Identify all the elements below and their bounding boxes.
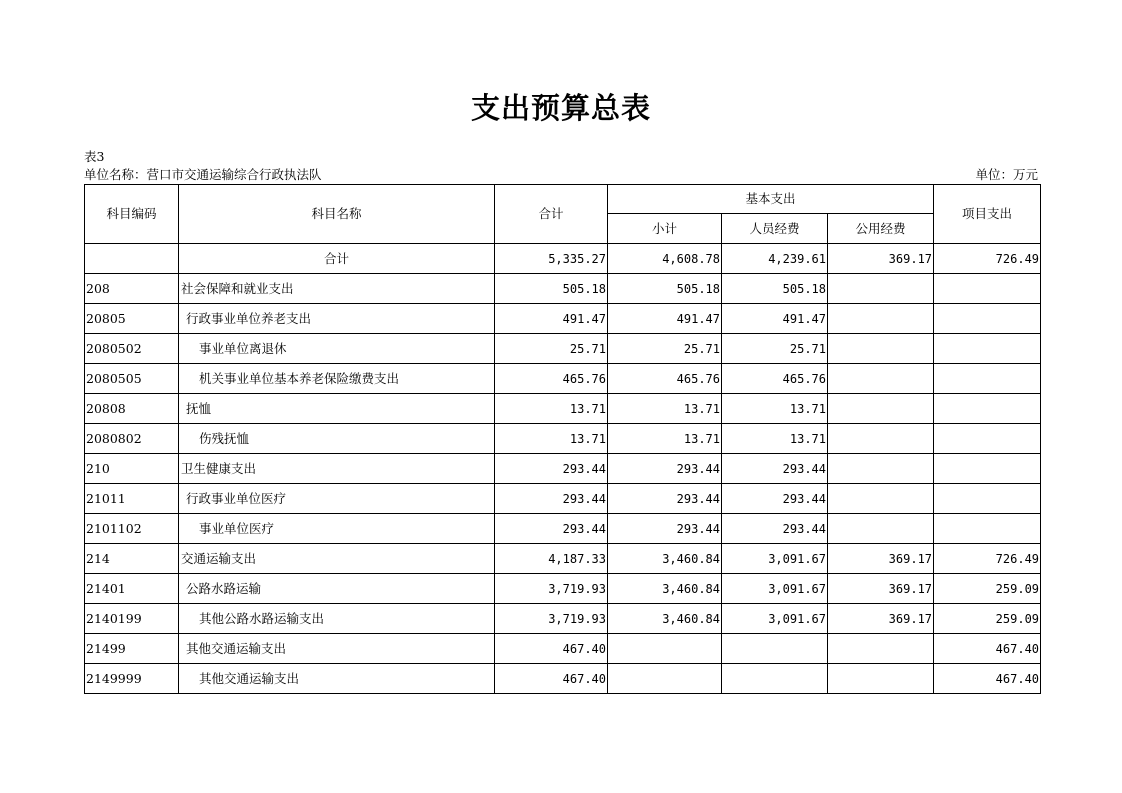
row-subtotal: 505.18 (608, 274, 722, 304)
row-project: 259.09 (934, 574, 1041, 604)
row-code: 2080502 (85, 334, 179, 364)
row-project (934, 304, 1041, 334)
table-row (85, 604, 1041, 634)
header-public: 公用经费 (828, 214, 934, 244)
header-total: 合计 (495, 185, 608, 244)
row-code: 2140199 (85, 604, 179, 634)
row-project (934, 274, 1041, 304)
row-subtotal (608, 634, 722, 664)
row-public (828, 454, 934, 484)
row-project: 726.49 (934, 544, 1041, 574)
header-personnel: 人员经费 (722, 214, 828, 244)
table-row (85, 334, 1041, 364)
row-personnel: 293.44 (722, 514, 828, 544)
row-total: 293.44 (495, 514, 608, 544)
table-body (85, 244, 1041, 694)
row-public (828, 304, 934, 334)
table-row (85, 424, 1041, 454)
table-row (85, 484, 1041, 514)
row-public: 369.17 (828, 604, 934, 634)
row-public (828, 274, 934, 304)
row-personnel: 4,239.61 (722, 244, 828, 274)
row-personnel: 25.71 (722, 334, 828, 364)
row-personnel: 491.47 (722, 304, 828, 334)
row-code: 20805 (85, 304, 179, 334)
row-subtotal: 465.76 (608, 364, 722, 394)
row-subtotal: 13.71 (608, 394, 722, 424)
row-subtotal: 3,460.84 (608, 574, 722, 604)
row-subtotal: 293.44 (608, 484, 722, 514)
row-code: 208 (85, 274, 179, 304)
row-name: 事业单位离退休 (179, 334, 495, 364)
row-public (828, 664, 934, 694)
row-total: 3,719.93 (495, 604, 608, 634)
row-name: 抚恤 (179, 394, 495, 424)
table-row (85, 274, 1041, 304)
row-project (934, 424, 1041, 454)
row-name: 其他公路水路运输支出 (179, 604, 495, 634)
row-subtotal: 293.44 (608, 514, 722, 544)
row-code: 21401 (85, 574, 179, 604)
row-code: 2080802 (85, 424, 179, 454)
row-name: 机关事业单位基本养老保险缴费支出 (179, 364, 495, 394)
table-row (85, 514, 1041, 544)
row-code: 2149999 (85, 664, 179, 694)
row-code: 21499 (85, 634, 179, 664)
row-personnel: 293.44 (722, 484, 828, 514)
row-total: 465.76 (495, 364, 608, 394)
table-header-row (85, 185, 1041, 214)
row-name: 伤残抚恤 (179, 424, 495, 454)
row-code: 2101102 (85, 514, 179, 544)
row-public (828, 484, 934, 514)
row-subtotal: 491.47 (608, 304, 722, 334)
table-row (85, 244, 1041, 274)
row-personnel (722, 664, 828, 694)
row-total: 3,719.93 (495, 574, 608, 604)
row-name: 其他交通运输支出 (179, 634, 495, 664)
row-code: 21011 (85, 484, 179, 514)
row-code: 214 (85, 544, 179, 574)
row-name: 其他交通运输支出 (179, 664, 495, 694)
row-public (828, 424, 934, 454)
row-total: 491.47 (495, 304, 608, 334)
row-public (828, 334, 934, 364)
row-public (828, 364, 934, 394)
row-public (828, 634, 934, 664)
table-row (85, 364, 1041, 394)
row-name: 事业单位医疗 (179, 514, 495, 544)
row-personnel: 505.18 (722, 274, 828, 304)
row-total: 505.18 (495, 274, 608, 304)
row-project: 259.09 (934, 604, 1041, 634)
row-public (828, 514, 934, 544)
table-number: 表3 (84, 149, 105, 164)
table-row (85, 394, 1041, 424)
row-subtotal: 25.71 (608, 334, 722, 364)
row-project (934, 394, 1041, 424)
row-personnel: 293.44 (722, 454, 828, 484)
row-public (828, 394, 934, 424)
row-personnel: 3,091.67 (722, 604, 828, 634)
row-personnel: 465.76 (722, 364, 828, 394)
row-name: 卫生健康支出 (179, 454, 495, 484)
row-total: 5,335.27 (495, 244, 608, 274)
row-name: 行政事业单位养老支出 (179, 304, 495, 334)
row-personnel: 3,091.67 (722, 544, 828, 574)
row-subtotal: 293.44 (608, 454, 722, 484)
header-project: 项目支出 (934, 185, 1041, 244)
row-public: 369.17 (828, 574, 934, 604)
page-title: 支出预算总表 (470, 91, 651, 125)
table-row (85, 634, 1041, 664)
header-subtotal: 小计 (608, 214, 722, 244)
row-personnel: 3,091.67 (722, 574, 828, 604)
row-project: 467.40 (934, 634, 1041, 664)
table-row (85, 454, 1041, 484)
row-project (934, 364, 1041, 394)
row-personnel: 13.71 (722, 424, 828, 454)
row-subtotal: 4,608.78 (608, 244, 722, 274)
unit-name: 单位名称：营口市交通运输综合行政执法队 (84, 167, 322, 182)
row-total: 293.44 (495, 454, 608, 484)
header-code: 科目编码 (85, 185, 179, 244)
row-total: 13.71 (495, 394, 608, 424)
row-subtotal: 3,460.84 (608, 544, 722, 574)
row-code: 2080505 (85, 364, 179, 394)
header-name: 科目名称 (179, 185, 495, 244)
row-subtotal (608, 664, 722, 694)
row-personnel: 13.71 (722, 394, 828, 424)
row-code: 20808 (85, 394, 179, 424)
row-project (934, 514, 1041, 544)
row-public: 369.17 (828, 244, 934, 274)
row-total: 293.44 (495, 484, 608, 514)
row-total: 467.40 (495, 634, 608, 664)
row-name: 社会保障和就业支出 (179, 274, 495, 304)
row-project (934, 454, 1041, 484)
row-total: 4,187.33 (495, 544, 608, 574)
currency-unit: 单位：万元 (975, 167, 1038, 182)
row-project: 726.49 (934, 244, 1041, 274)
row-project (934, 484, 1041, 514)
table-row (85, 544, 1041, 574)
row-name: 公路水路运输 (179, 574, 495, 604)
row-code: 210 (85, 454, 179, 484)
table-row (85, 304, 1041, 334)
table-row (85, 574, 1041, 604)
row-subtotal: 13.71 (608, 424, 722, 454)
row-public: 369.17 (828, 544, 934, 574)
row-subtotal: 3,460.84 (608, 604, 722, 634)
row-name: 合计 (179, 244, 495, 274)
row-name: 行政事业单位医疗 (179, 484, 495, 514)
row-project (934, 334, 1041, 364)
row-project: 467.40 (934, 664, 1041, 694)
row-total: 25.71 (495, 334, 608, 364)
row-total: 13.71 (495, 424, 608, 454)
row-name: 交通运输支出 (179, 544, 495, 574)
header-basic: 基本支出 (608, 185, 934, 214)
budget-table (84, 184, 1041, 694)
table-row (85, 664, 1041, 694)
row-personnel (722, 634, 828, 664)
row-code (85, 244, 179, 274)
row-total: 467.40 (495, 664, 608, 694)
